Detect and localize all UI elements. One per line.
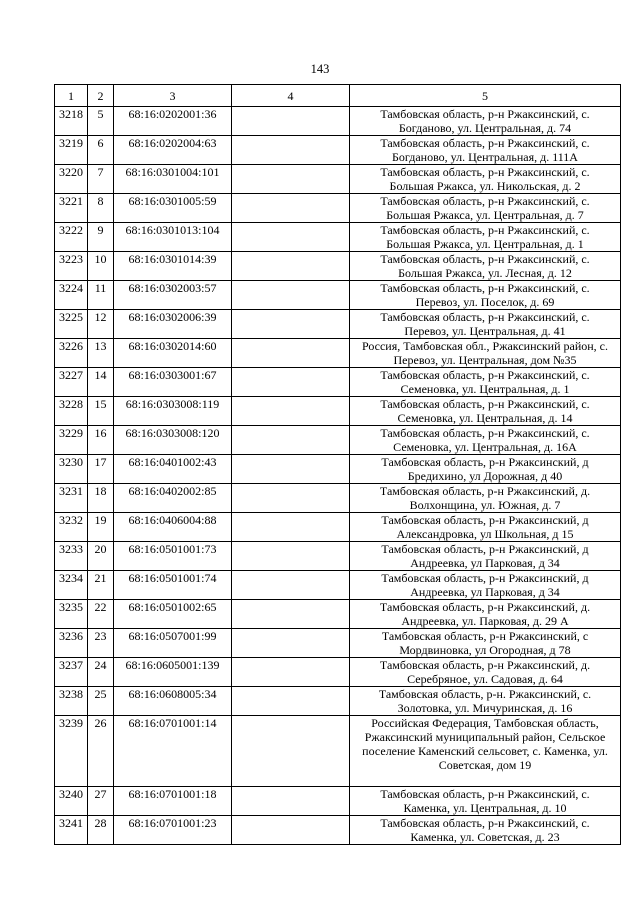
address-cell: Тамбовская область, р-н. Ржаксинский, с. Золотовка, ул. Мичуринская, д. 16 [350, 687, 621, 716]
record-number-cell: 3237 [55, 658, 88, 687]
address-cell: Тамбовская область, р-н Ржаксинский, с. Каменка, ул. Советская, д. 23 [350, 816, 621, 845]
address-cell: Россия, Тамбовская обл., Ржаксинский район, с. Перевоз, ул. Центральная, дом №35 [350, 339, 621, 368]
address-cell: Тамбовская область, р-н Ржаксинский, с. Богданово, ул. Центральная, д. 111А [350, 136, 621, 165]
sequence-number-cell: 16 [88, 426, 114, 455]
record-number-cell: 3225 [55, 310, 88, 339]
cadastral-number-cell: 68:16:0501001:73 [114, 542, 232, 571]
record-number-cell: 3218 [55, 107, 88, 136]
address-cell: Тамбовская область, р-н Ржаксинский, с. Большая Ржакса, ул. Центральная, д. 7 [350, 194, 621, 223]
record-number-cell: 3223 [55, 252, 88, 281]
table-row [55, 455, 621, 484]
record-number-cell: 3219 [55, 136, 88, 165]
sequence-number-cell: 9 [88, 223, 114, 252]
table-row [55, 629, 621, 658]
sequence-number-cell: 11 [88, 281, 114, 310]
cadastral-number-cell: 68:16:0701001:23 [114, 816, 232, 845]
address-cell: Тамбовская область, р-н Ржаксинский, с. Семеновка, ул. Центральная, д. 1 [350, 368, 621, 397]
cadastral-number-cell: 68:16:0202001:36 [114, 107, 232, 136]
sequence-number-cell: 12 [88, 310, 114, 339]
record-number-cell: 3227 [55, 368, 88, 397]
cadastral-number-cell: 68:16:0701001:14 [114, 716, 232, 787]
record-number-cell: 3234 [55, 571, 88, 600]
cadastral-number-cell: 68:16:0501001:74 [114, 571, 232, 600]
cadastral-number-cell: 68:16:0401002:43 [114, 455, 232, 484]
cadastral-number-cell: 68:16:0303001:67 [114, 368, 232, 397]
table-row [55, 165, 621, 194]
record-number-cell: 3232 [55, 513, 88, 542]
record-number-cell: 3231 [55, 484, 88, 513]
cadastral-number-cell: 68:16:0701001:18 [114, 787, 232, 816]
sequence-number-cell: 28 [88, 816, 114, 845]
table-row [55, 484, 621, 513]
column-4-cell [232, 165, 350, 194]
cadastral-number-cell: 68:16:0202004:63 [114, 136, 232, 165]
address-cell: Тамбовская область, р-н Ржаксинский, с. Большая Ржакса, ул. Лесная, д. 12 [350, 252, 621, 281]
column-4-cell [232, 397, 350, 426]
cadastral-number-cell: 68:16:0301004:101 [114, 165, 232, 194]
table-row [55, 223, 621, 252]
sequence-number-cell: 17 [88, 455, 114, 484]
address-cell: Тамбовская область, р-н Ржаксинский, с. Семеновка, ул. Центральная, д. 14 [350, 397, 621, 426]
column-header-3: 3 [114, 85, 232, 107]
record-number-cell: 3239 [55, 716, 88, 787]
column-4-cell [232, 629, 350, 658]
column-4-cell [232, 816, 350, 845]
table-row [55, 687, 621, 716]
table-row [55, 716, 621, 787]
cadastral-number-cell: 68:16:0302014:60 [114, 339, 232, 368]
table-row [55, 310, 621, 339]
address-cell: Тамбовская область, р-н Ржаксинский, д. Серебряное, ул. Садовая, д. 64 [350, 658, 621, 687]
sequence-number-cell: 13 [88, 339, 114, 368]
sequence-number-cell: 22 [88, 600, 114, 629]
sequence-number-cell: 27 [88, 787, 114, 816]
record-number-cell: 3222 [55, 223, 88, 252]
sequence-number-cell: 18 [88, 484, 114, 513]
table-row [55, 600, 621, 629]
property-registry-table [54, 84, 621, 845]
address-cell: Тамбовская область, р-н Ржаксинский, д Александровка, ул Школьная, д 15 [350, 513, 621, 542]
table-row [55, 107, 621, 136]
record-number-cell: 3236 [55, 629, 88, 658]
record-number-cell: 3241 [55, 816, 88, 845]
column-4-cell [232, 484, 350, 513]
address-cell: Тамбовская область, р-н Ржаксинский, с Мордвиновка, ул Огородная, д 78 [350, 629, 621, 658]
column-4-cell [232, 787, 350, 816]
header-row [55, 85, 621, 107]
column-4-cell [232, 658, 350, 687]
address-cell: Российская Федерация, Тамбовская область, Ржаксинский муниципальный район, Сельское поселение Каменский сельсовет, с. Каменка, ул. Советская, дом 19 [350, 716, 621, 787]
column-4-cell [232, 716, 350, 787]
table-row [55, 816, 621, 845]
sequence-number-cell: 26 [88, 716, 114, 787]
address-cell: Тамбовская область, р-н Ржаксинский, с. Перевоз, ул. Поселок, д. 69 [350, 281, 621, 310]
address-cell: Тамбовская область, р-н Ржаксинский, с. Каменка, ул. Центральная, д. 10 [350, 787, 621, 816]
record-number-cell: 3226 [55, 339, 88, 368]
record-number-cell: 3220 [55, 165, 88, 194]
column-4-cell [232, 194, 350, 223]
address-cell: Тамбовская область, р-н Ржаксинский, д Андреевка, ул Парковая, д 34 [350, 542, 621, 571]
cadastral-number-cell: 68:16:0301014:39 [114, 252, 232, 281]
column-4-cell [232, 600, 350, 629]
column-4-cell [232, 687, 350, 716]
column-4-cell [232, 136, 350, 165]
column-4-cell [232, 107, 350, 136]
cadastral-number-cell: 68:16:0302006:39 [114, 310, 232, 339]
cadastral-number-cell: 68:16:0402002:85 [114, 484, 232, 513]
column-4-cell [232, 513, 350, 542]
column-4-cell [232, 339, 350, 368]
table-row [55, 397, 621, 426]
address-cell: Тамбовская область, р-н Ржаксинский, с. Богданово, ул. Центральная, д. 74 [350, 107, 621, 136]
column-4-cell [232, 426, 350, 455]
table-row [55, 339, 621, 368]
cadastral-number-cell: 68:16:0301013:104 [114, 223, 232, 252]
address-cell: Тамбовская область, р-н Ржаксинский, д. Волхонщина, ул. Южная, д. 7 [350, 484, 621, 513]
table-row [55, 513, 621, 542]
record-number-cell: 3221 [55, 194, 88, 223]
column-4-cell [232, 281, 350, 310]
table-row [55, 571, 621, 600]
sequence-number-cell: 7 [88, 165, 114, 194]
table-row [55, 281, 621, 310]
column-header-2: 2 [88, 85, 114, 107]
sequence-number-cell: 6 [88, 136, 114, 165]
table-row [55, 368, 621, 397]
cadastral-number-cell: 68:16:0406004:88 [114, 513, 232, 542]
column-4-cell [232, 223, 350, 252]
address-cell: Тамбовская область, р-н Ржаксинский, д Андреевка, ул Парковая, д 34 [350, 571, 621, 600]
record-number-cell: 3233 [55, 542, 88, 571]
sequence-number-cell: 20 [88, 542, 114, 571]
column-header-1: 1 [55, 85, 88, 107]
record-number-cell: 3235 [55, 600, 88, 629]
address-cell: Тамбовская область, р-н Ржаксинский, с. Большая Ржакса, ул. Никольская, д. 2 [350, 165, 621, 194]
table-row [55, 658, 621, 687]
column-header-5: 5 [350, 85, 621, 107]
record-number-cell: 3228 [55, 397, 88, 426]
sequence-number-cell: 14 [88, 368, 114, 397]
cadastral-number-cell: 68:16:0507001:99 [114, 629, 232, 658]
cadastral-number-cell: 68:16:0303008:120 [114, 426, 232, 455]
page-number: 143 [310, 62, 330, 76]
sequence-number-cell: 15 [88, 397, 114, 426]
cadastral-number-cell: 68:16:0605001:139 [114, 658, 232, 687]
column-4-cell [232, 368, 350, 397]
column-4-cell [232, 455, 350, 484]
cadastral-number-cell: 68:16:0501002:65 [114, 600, 232, 629]
column-4-cell [232, 542, 350, 571]
address-cell: Тамбовская область, р-н Ржаксинский, с. Большая Ржакса, ул. Центральная, д. 1 [350, 223, 621, 252]
sequence-number-cell: 8 [88, 194, 114, 223]
cadastral-number-cell: 68:16:0301005:59 [114, 194, 232, 223]
record-number-cell: 3238 [55, 687, 88, 716]
table-row [55, 787, 621, 816]
sequence-number-cell: 21 [88, 571, 114, 600]
table-row [55, 426, 621, 455]
sequence-number-cell: 25 [88, 687, 114, 716]
column-4-cell [232, 252, 350, 281]
table-row [55, 542, 621, 571]
sequence-number-cell: 24 [88, 658, 114, 687]
sequence-number-cell: 19 [88, 513, 114, 542]
record-number-cell: 3229 [55, 426, 88, 455]
table-row [55, 252, 621, 281]
sequence-number-cell: 10 [88, 252, 114, 281]
table-row [55, 136, 621, 165]
column-4-cell [232, 310, 350, 339]
address-cell: Тамбовская область, р-н Ржаксинский, с. Семеновка, ул. Центральная, д. 16А [350, 426, 621, 455]
sequence-number-cell: 23 [88, 629, 114, 658]
record-number-cell: 3240 [55, 787, 88, 816]
column-header-4: 4 [232, 85, 350, 107]
address-cell: Тамбовская область, р-н Ржаксинский, с. Перевоз, ул. Центральная, д. 41 [350, 310, 621, 339]
table-row [55, 194, 621, 223]
sequence-number-cell: 5 [88, 107, 114, 136]
column-4-cell [232, 571, 350, 600]
record-number-cell: 3224 [55, 281, 88, 310]
record-number-cell: 3230 [55, 455, 88, 484]
cadastral-number-cell: 68:16:0303008:119 [114, 397, 232, 426]
cadastral-number-cell: 68:16:0608005:34 [114, 687, 232, 716]
cadastral-number-cell: 68:16:0302003:57 [114, 281, 232, 310]
address-cell: Тамбовская область, р-н Ржаксинский, д. Андреевка, ул. Парковая, д. 29 А [350, 600, 621, 629]
address-cell: Тамбовская область, р-н Ржаксинский, д Бредихино, ул Дорожная, д 40 [350, 455, 621, 484]
